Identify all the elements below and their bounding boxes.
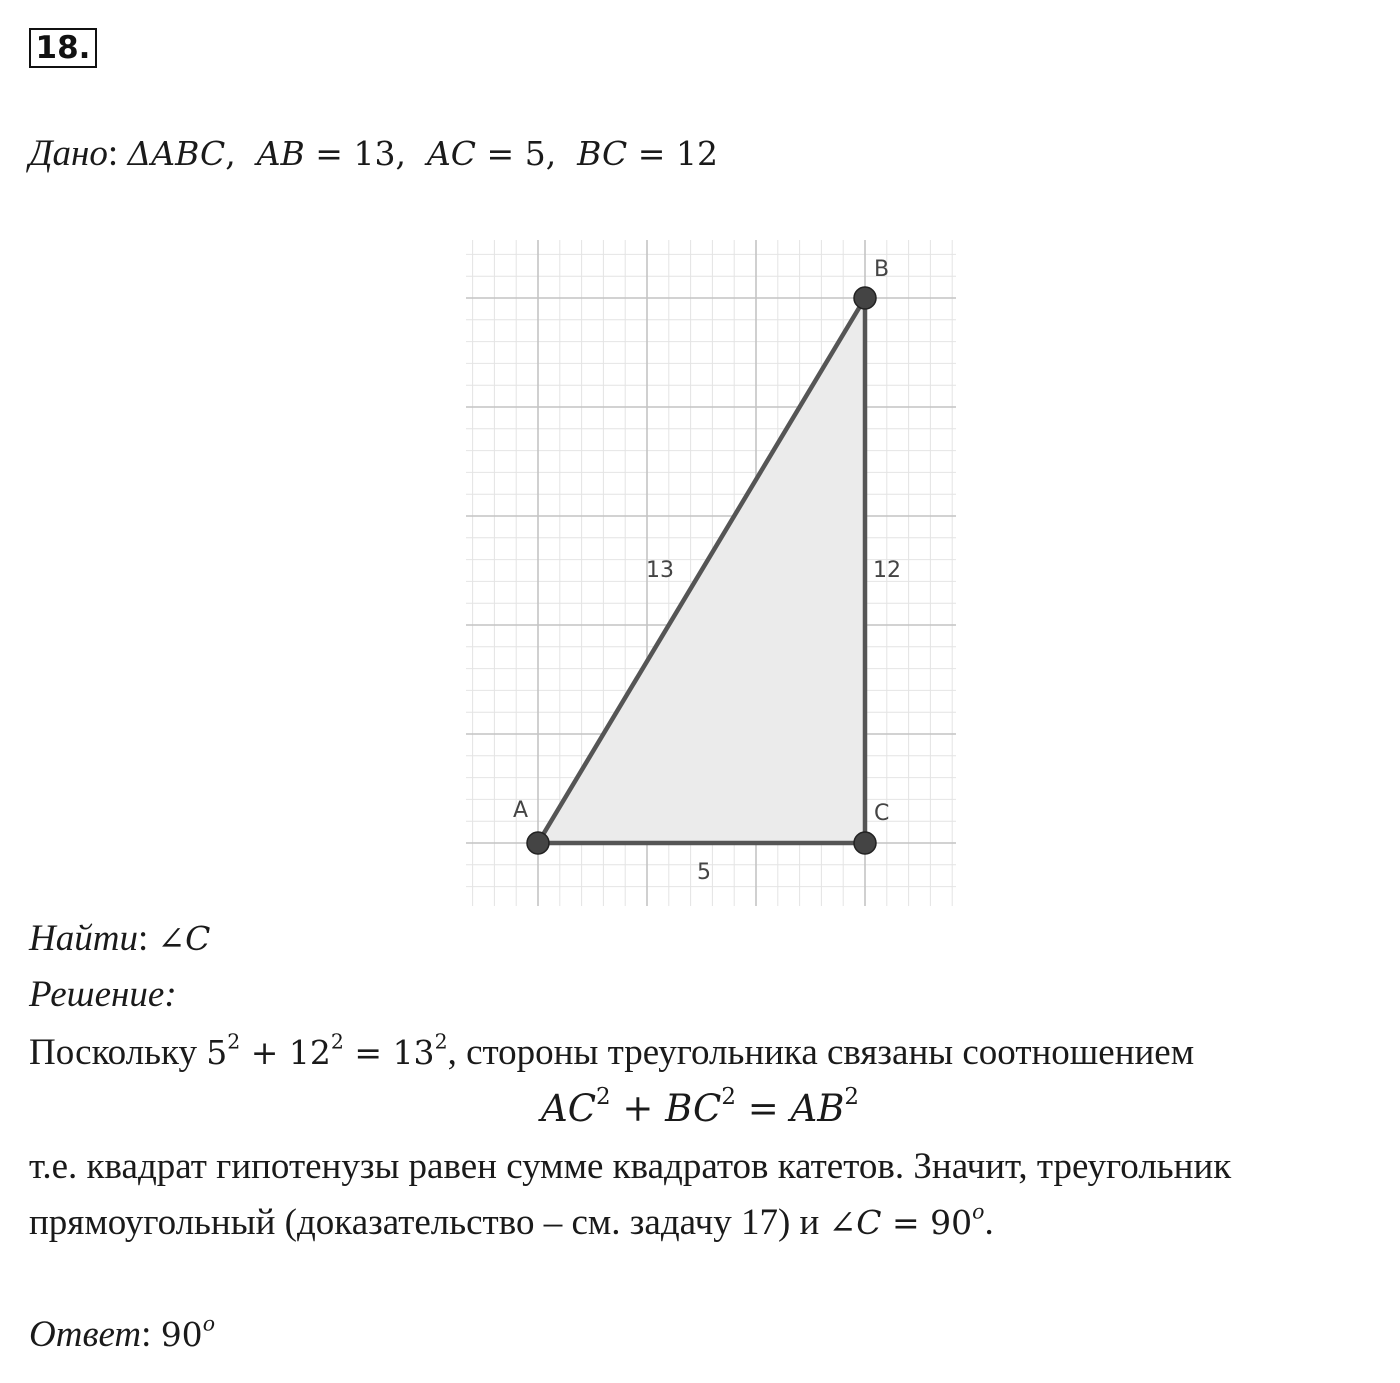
given-ac-value: 5 [524,134,546,173]
pythagorean-formula [0,1083,1400,1131]
solution-intro-rest: , стороны треугольника связаны соотношением [447,1032,1195,1073]
eq-equals: = [354,1033,383,1072]
formula-equals: = [747,1087,779,1130]
side-ab-label: 13 [646,558,674,583]
formula-term-3: AB [790,1087,845,1130]
given-eq: = [486,134,515,173]
given-ab-value: 13 [353,134,396,173]
formula-exp: 2 [596,1083,611,1110]
given-math [127,134,718,173]
solution-line-2: т.е. квадрат гипотенузы равен сумме квадратов катетов. Значит, треугольник [29,1146,1232,1187]
side-ac-label: 5 [697,860,711,885]
vertex-a-point [527,832,549,854]
formula-exp: 2 [844,1083,859,1110]
solution-degree: o [972,1199,985,1224]
eq-exp: 2 [227,1029,241,1054]
answer-degree: o [202,1311,215,1336]
triangle-figure [466,240,956,906]
triangle-figure-svg [466,240,956,906]
pythagorean-check [206,1029,448,1072]
given-sep: , [395,134,406,173]
given-label: Дано [29,133,108,174]
solution-line-3-end: . [984,1202,994,1243]
eq-plus: + [250,1033,279,1072]
answer-colon: : [141,1314,152,1355]
given-sep: , [225,134,236,173]
solution-intro: Поскольку [29,1032,197,1073]
solution-equals: = [891,1203,920,1242]
solution-line-3 [29,1201,994,1245]
vertex-a-label: A [513,798,529,823]
solution-heading: Решение: [29,974,177,1015]
given-eq: = [637,134,666,173]
answer-label: Ответ [29,1314,142,1355]
given-eq: = [315,134,343,173]
eq-base-1: 5 [206,1033,228,1072]
given-bc-name: BC [577,134,628,173]
given-ab-name: AB [256,134,305,173]
eq-base-3: 13 [392,1033,435,1072]
eq-exp: 2 [434,1029,448,1054]
vertex-c-point [854,832,876,854]
vertex-c-label: C [874,801,890,826]
vertex-b-label: B [874,257,890,282]
side-bc-label: 12 [873,558,901,583]
given-triangle: ΔABC [127,134,226,173]
eq-base-2: 12 [288,1033,331,1072]
find-target: ∠C [157,919,211,958]
find-colon: : [137,918,149,959]
formula-plus: + [622,1087,654,1130]
given-colon: : [107,133,119,174]
solution-line-3-text: прямоугольный (доказательство – см. задачу 17) и [29,1202,820,1243]
given-line [29,132,718,176]
solution-angle-value: 90 [930,1203,973,1242]
answer-line [29,1313,215,1357]
given-sep: , [545,134,557,173]
eq-exp: 2 [330,1029,344,1054]
given-bc-value: 12 [675,134,718,173]
find-label: Найти [29,918,138,959]
solution-intro-line [29,1031,1194,1075]
vertex-b-point [854,287,876,309]
formula-exp: 2 [721,1083,736,1110]
problem-number: 18. [29,28,97,68]
solution-angle: ∠C [828,1203,882,1242]
given-ac-name: AC [426,134,477,173]
answer-value: 90 [160,1315,203,1354]
formula-term-2: BC [665,1087,722,1130]
find-line [29,917,210,961]
formula-term-1: AC [540,1087,597,1130]
